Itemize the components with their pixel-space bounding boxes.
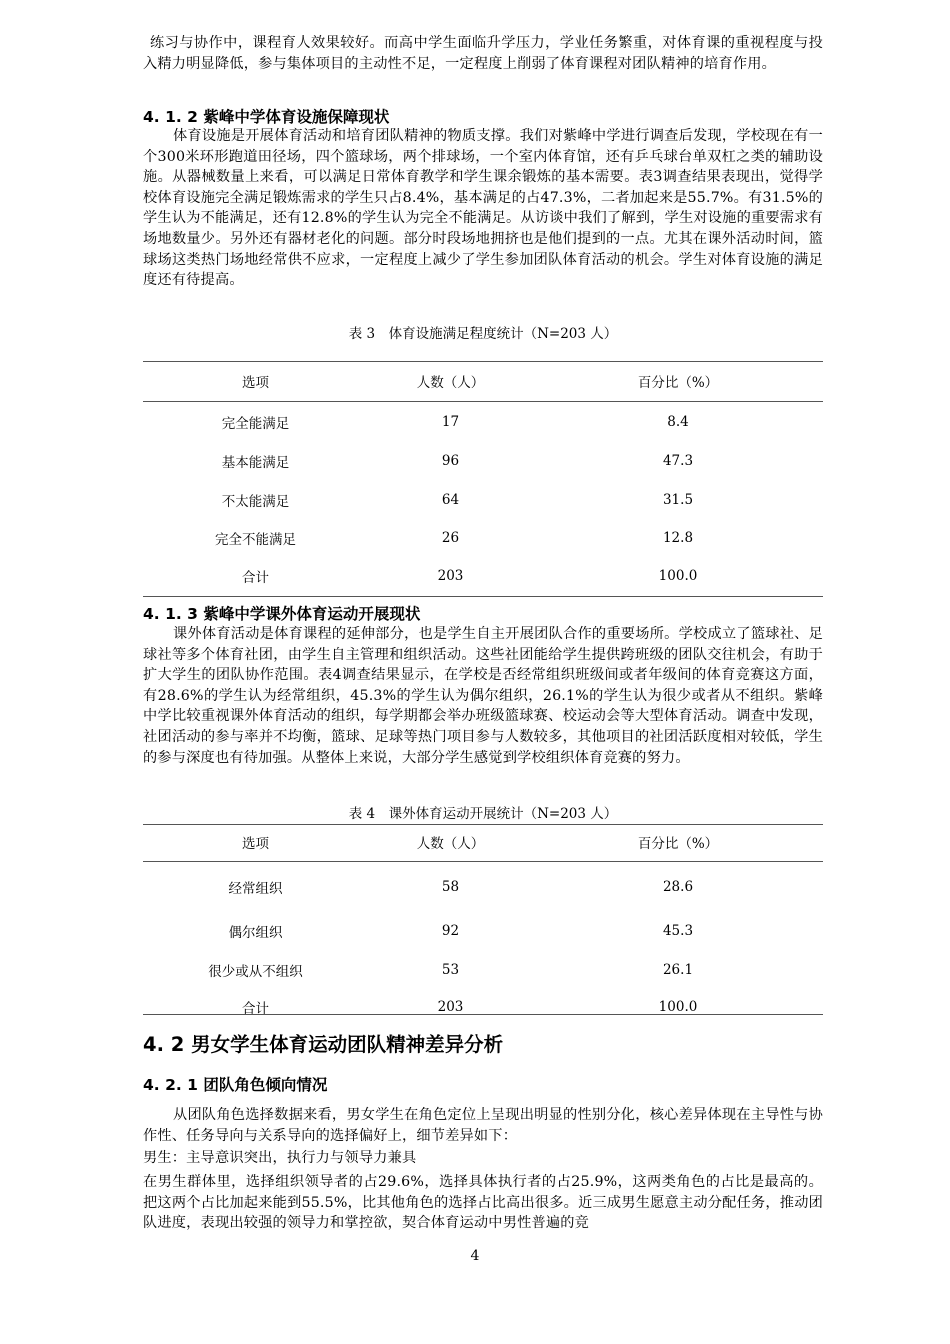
table-cell: 12.8 <box>662 530 694 546</box>
table-cell: 合计 <box>242 570 269 586</box>
table-row <box>143 480 823 519</box>
table3 <box>143 361 823 595</box>
table-cell: 31.5 <box>662 491 694 508</box>
table3-bottom-rule <box>143 596 823 597</box>
table4-bottom-rule <box>143 1014 823 1015</box>
table4-header-count: 人数（人） <box>368 824 533 861</box>
table4-header-percent: 百分比（%） <box>533 824 823 861</box>
table-row <box>143 989 823 1024</box>
section-heading-4-1-2: 4. 1. 2 紫峰中学体育设施保障现状 <box>143 108 390 126</box>
page-number: 4 <box>470 1248 480 1264</box>
paragraph-4-2-1-male-heading: 男生：主导意识突出，执行力与领导力兼具 <box>143 1150 417 1166</box>
table-cell: 45.3 <box>662 923 694 939</box>
table-row <box>143 950 823 989</box>
table-cell: 合计 <box>242 1000 269 1017</box>
table-cell: 100.0 <box>658 998 698 1015</box>
table-cell: 96 <box>441 453 460 469</box>
table-row <box>143 912 823 950</box>
table-cell: 26 <box>441 530 460 546</box>
table-cell: 28.6 <box>662 878 694 895</box>
table-cell: 100.0 <box>658 568 698 584</box>
table-cell: 经常组织 <box>228 880 283 897</box>
table-cell: 64 <box>441 491 460 508</box>
table-cell: 基本能满足 <box>221 455 290 471</box>
table-cell: 很少或从不组织 <box>208 963 303 980</box>
table3-header-percent: 百分比（%） <box>533 361 823 401</box>
table-row <box>143 519 823 557</box>
table-row <box>143 442 823 480</box>
table-cell: 偶尔组织 <box>228 925 283 941</box>
table3-caption: 表 3 体育设施满足程度统计（N=203 人） <box>348 326 618 342</box>
table-cell: 203 <box>437 568 464 584</box>
table4-header-option: 选项 <box>143 824 368 861</box>
table4 <box>143 824 823 1024</box>
intro-paragraph: 练习与协作中，课程育人效果较好。而高中学生面临升学压力，学业任务繁重，对体育课的重视程度与投入精力明显降低，参与集体项目的主动性不足，一定程度上削弱了体育课程对团队精神的培育作用。 <box>143 35 823 72</box>
paragraph-4-1-2: 体育设施是开展体育活动和培育团队精神的物质支撑。我们对紫峰中学进行调查后发现，学校现在有一个300米环形跑道田径场，四个篮球场，两个排球场，一个室内体育馆，还有乒乓球台单双杠之类的辅助设施。从器械数量上来看，可以满足日常体育教学和学生课余锻炼的基本需要。表3调查结果表现出，觉得学校体育设施完全满足锻炼需求的学生只占8.4%，基本满足的占47.3%，二者加起来是55.7%。有31.5%的学生认为不能满足，还有12.8%的学生认为完全不能满足。从访谈中我们了解到，学生对设施的重要需求有场地数量少。另外还有器材老化的问题。部分时段场地拥挤也是他们提到的一点。尤其在课外活动时间，篮球场这类热门场地经常供不应求，一定程度上减少了学生参加团队体育活动的机会。学生对体育设施的满足度还有待提高。 <box>143 128 823 289</box>
section-heading-4-2-1: 4. 2. 1 团队角色倾向情况 <box>143 1076 328 1094</box>
table-cell: 不太能满足 <box>221 493 290 510</box>
table-row <box>143 557 823 595</box>
table-cell: 8.4 <box>667 413 689 430</box>
section-heading-4-1-3: 4. 1. 3 紫峰中学课外体育运动开展现状 <box>143 605 421 623</box>
table4-header-row <box>143 824 823 861</box>
table-cell: 47.3 <box>662 453 694 469</box>
table4-caption: 表 4 课外体育运动开展统计（N=203 人） <box>348 806 618 822</box>
table-row <box>143 861 823 912</box>
table-cell: 17 <box>441 413 460 430</box>
table-cell: 203 <box>437 998 464 1015</box>
section-heading-4-2: 4. 2 男女学生体育运动团队精神差异分析 <box>143 1033 504 1056</box>
table-cell: 53 <box>441 961 460 978</box>
table3-header-option: 选项 <box>143 361 368 401</box>
table3-header-count: 人数（人） <box>368 361 533 401</box>
table-cell: 完全能满足 <box>221 415 290 432</box>
table-cell: 26.1 <box>662 961 694 978</box>
table-cell: 92 <box>441 923 460 939</box>
table-row <box>143 401 823 442</box>
paragraph-4-2-1-male-detail: 在男生群体里，选择组织领导者的占29.6%，选择具体执行者的占25.9%，这两类角色的占比是最高的。把这两个占比加起来能到55.5%，比其他角色的选择占比高出很多。近三成男生愿意主动分配任务，推动团队进度，表现出较强的领导力和掌控欲，契合体育运动中男性普遍的竞 <box>143 1174 823 1232</box>
table-cell: 58 <box>441 878 460 895</box>
paragraph-4-2-1-intro: 从团队角色选择数据来看，男女学生在角色定位上呈现出明显的性别分化，核心差异体现在主导性与协作性、任务导向与关系导向的选择偏好上，细节差异如下： <box>143 1107 823 1144</box>
paragraph-4-1-3: 课外体育活动是体育课程的延伸部分，也是学生自主开展团队合作的重要场所。学校成立了篮球社、足球社等多个体育社团，由学生自主管理和组织活动。这些社团能给学生提供跨班级的团队交往机会，有助于扩大学生的团队协作范围。表4调查结果显示，在学校是否经常组织班级间或者年级间的体育竞赛这方面，有28.6%的学生认为经常组织，45.3%的学生认为偶尔组织，26.1%的学生认为很少或者从不组织。紫峰中学比较重视课外体育活动的组织，每学期都会举办班级篮球赛、校运动会等大型体育活动。调查中发现，社团活动的参与率并不均衡，篮球、足球等热门项目参与人数较多，其他项目的社团活跃度相对较低，学生的参与深度也有待加强。从整体上来说，大部分学生感觉到学校组织体育竞赛的努力。 <box>143 626 823 766</box>
table-cell: 完全不能满足 <box>215 532 296 548</box>
table3-header-row <box>143 361 823 401</box>
